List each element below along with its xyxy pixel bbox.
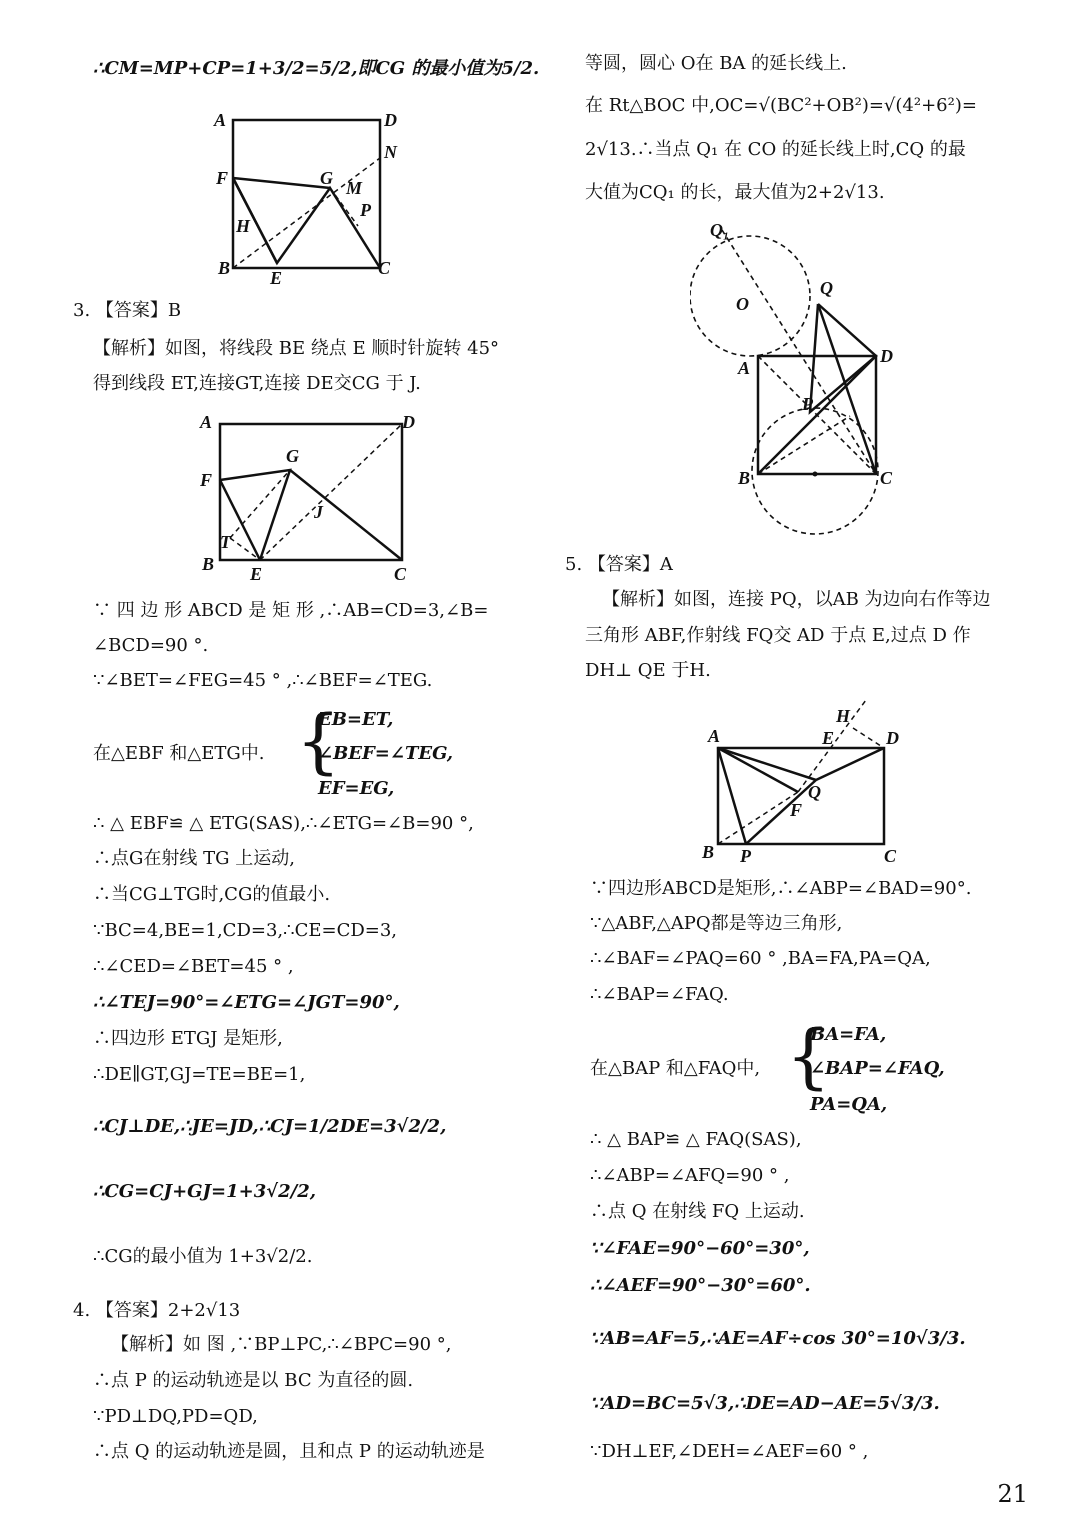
fig1-label-b: B xyxy=(218,258,231,278)
figure-4 xyxy=(698,700,918,868)
figure-2 xyxy=(196,408,426,584)
q5-a1: 【解析】如图，连接 PQ，以AB 为边向右作等边 xyxy=(602,589,991,610)
fig4-label-e: E xyxy=(822,728,835,748)
fig4-label-c: C xyxy=(884,846,897,866)
q5-d6: ∵AB=AF=5,∴AE=AF÷cos 30°=10√3/3. xyxy=(590,1328,966,1349)
q3-c-prefix: 在△EBF 和△ETG中. xyxy=(93,743,265,764)
q3-title: 3. 【答案】B xyxy=(73,300,182,321)
q3-a1: 【解析】如图，将线段 BE 绕点 E 顺时针旋转 45° xyxy=(93,338,500,359)
q5-sys1: BA=FA, xyxy=(810,1024,887,1045)
r-line-4: 大值为CQ₁ 的长，最大值为2+2√13. xyxy=(585,182,885,203)
q3-d6: ∴∠TEJ=90°=∠ETG=∠JGT=90°, xyxy=(93,992,400,1013)
fig2-label-t: T xyxy=(220,532,231,552)
q5-brace: { xyxy=(786,1015,831,1097)
q3-brace: { xyxy=(296,700,341,782)
fig3-label-o: O xyxy=(736,294,749,314)
fig4-label-h: H xyxy=(836,706,851,726)
fig3-label-p: P xyxy=(802,394,813,414)
fig3-label-q1: Q₁ xyxy=(710,220,730,240)
r-line-2: 在 Rt△BOC 中,OC=√(BC²+OB²)=√(4²+6²)= xyxy=(585,95,977,116)
fig1-label-e: E xyxy=(270,268,283,288)
fig1-label-h: H xyxy=(236,216,251,236)
fig3-label-b: B xyxy=(738,468,751,488)
q4-title: 4. 【答案】2+2√13 xyxy=(73,1300,241,1321)
q5-d1: ∴ △ BAP≌ △ FAQ(SAS), xyxy=(590,1129,802,1150)
figure-1 xyxy=(210,108,420,288)
fig4-label-a: A xyxy=(708,726,721,746)
fig3-label-a: A xyxy=(738,358,751,378)
q3-d9: ∴CJ⊥DE,∴JE=JD,∴CJ=1/2DE=3√2/2, xyxy=(93,1116,447,1137)
q3-b2: ∠BCD=90 °. xyxy=(93,635,209,656)
fig2-label-b: B xyxy=(202,554,215,574)
fig1-label-f: F xyxy=(216,168,229,188)
q3-d2: ∴点G在射线 TG 上运动, xyxy=(93,848,295,869)
q5-b1: ∵四边形ABCD是矩形,∴∠ABP=∠BAD=90°. xyxy=(590,878,972,899)
page-number: 21 xyxy=(997,1480,1028,1508)
q5-sys2: ∠BAP=∠FAQ, xyxy=(810,1058,945,1079)
fig1-label-m: M xyxy=(346,178,363,198)
q3-d7: ∴四边形 ETGJ 是矩形, xyxy=(93,1028,283,1049)
q5-c-prefix: 在△BAP 和△FAQ中, xyxy=(590,1058,761,1079)
q3-sys3: EF=EG, xyxy=(318,778,395,799)
fig4-label-b: B xyxy=(702,842,715,862)
fig4-label-f: F xyxy=(790,800,803,820)
fig1-label-d: D xyxy=(384,110,397,130)
q5-a3: DH⊥ QE 于H. xyxy=(585,660,711,681)
fig3-label-q: Q xyxy=(820,278,833,298)
q3-b3: ∵∠BET=∠FEG=45 ° ,∴∠BEF=∠TEG. xyxy=(93,670,433,691)
q3-d1: ∴ △ EBF≌ △ ETG(SAS),∴∠ETG=∠B=90 °, xyxy=(93,813,474,834)
q3-d3: ∴当CG⊥TG时,CG的值最小. xyxy=(93,884,331,905)
q5-d5: ∴∠AEF=90°−30°=60°. xyxy=(590,1275,811,1296)
fig2-label-j: J xyxy=(314,502,323,522)
r-line-3: 2√13.∴当点 Q₁ 在 CO 的延长线上时,CQ 的最 xyxy=(585,139,966,160)
fig1-label-p: P xyxy=(360,200,371,220)
fig3-label-c: C xyxy=(880,468,893,488)
q3-sys2: ∠BEF=∠TEG, xyxy=(318,743,454,764)
q5-b3: ∴∠BAF=∠PAQ=60 ° ,BA=FA,PA=QA, xyxy=(590,948,931,969)
q3-d8: ∴DE∥GT,GJ=TE=BE=1, xyxy=(93,1064,306,1085)
q5-sys3: PA=QA, xyxy=(810,1094,888,1115)
q3-d11: ∴CG的最小值为 1+3√2/2. xyxy=(93,1246,313,1267)
q3-a2: 得到线段 ET,连接GT,连接 DE交CG 于 J. xyxy=(93,373,421,394)
q3-d4: ∵BC=4,BE=1,CD=3,∴CE=CD=3, xyxy=(93,920,398,941)
q5-d4: ∵∠FAE=90°−60°=30°, xyxy=(590,1238,810,1259)
q5-b2: ∵△ABF,△APQ都是等边三角形, xyxy=(590,913,843,934)
r-line-1: 等圆，圆心 O在 BA 的延长线上. xyxy=(585,53,847,74)
line-cm: ∴CM=MP+CP=1+3/2=5/2,即CG 的最小值为5/2. xyxy=(93,58,540,79)
q4-a3: ∵PD⊥DQ,PD=QD, xyxy=(93,1406,258,1427)
q5-d7: ∵AD=BC=5√3,∴DE=AD−AE=5√3/3. xyxy=(590,1393,940,1414)
q3-sys1: EB=ET, xyxy=(318,709,394,730)
q5-a2: 三角形 ABF,作射线 FQ交 AD 于点 E,过点 D 作 xyxy=(585,625,971,646)
fig4-label-d: D xyxy=(886,728,899,748)
q5-b4: ∴∠BAP=∠FAQ. xyxy=(590,984,729,1005)
fig2-label-a: A xyxy=(200,412,213,432)
fig2-label-e: E xyxy=(250,564,263,584)
fig2-label-g: G xyxy=(286,446,299,466)
fig4-label-p: P xyxy=(740,846,751,866)
q4-a4: ∴点 Q 的运动轨迹是圆，且和点 P 的运动轨迹是 xyxy=(93,1441,485,1462)
figure-3 xyxy=(690,216,920,542)
q3-d10: ∴CG=CJ+GJ=1+3√2/2, xyxy=(93,1181,316,1202)
q3-b1: ∵ 四 边 形 ABCD 是 矩 形 ,∴AB=CD=3,∠B= xyxy=(93,600,489,621)
fig1-label-n: N xyxy=(384,142,397,162)
q5-d8: ∵DH⊥EF,∠DEH=∠AEF=60 ° , xyxy=(590,1441,869,1462)
fig2-label-c: C xyxy=(394,564,407,584)
q5-d3: ∴点 Q 在射线 FQ 上运动. xyxy=(590,1201,805,1222)
fig2-label-d: D xyxy=(402,412,415,432)
q4-a1: 【解析】如 图 ,∵BP⊥PC,∴∠BPC=90 °, xyxy=(111,1334,452,1355)
fig1-label-c: C xyxy=(378,258,391,278)
q3-d5: ∴∠CED=∠BET=45 ° , xyxy=(93,956,294,977)
q4-a2: ∴点 P 的运动轨迹是以 BC 为直径的圆. xyxy=(93,1370,414,1391)
fig2-label-f: F xyxy=(200,470,213,490)
fig1-label-g: G xyxy=(320,168,333,188)
q5-title: 5. 【答案】A xyxy=(565,554,673,575)
q5-d2: ∴∠ABP=∠AFQ=90 ° , xyxy=(590,1165,790,1186)
fig3-label-d: D xyxy=(880,346,893,366)
fig1-label-a: A xyxy=(214,110,227,130)
fig4-label-q: Q xyxy=(808,782,821,802)
